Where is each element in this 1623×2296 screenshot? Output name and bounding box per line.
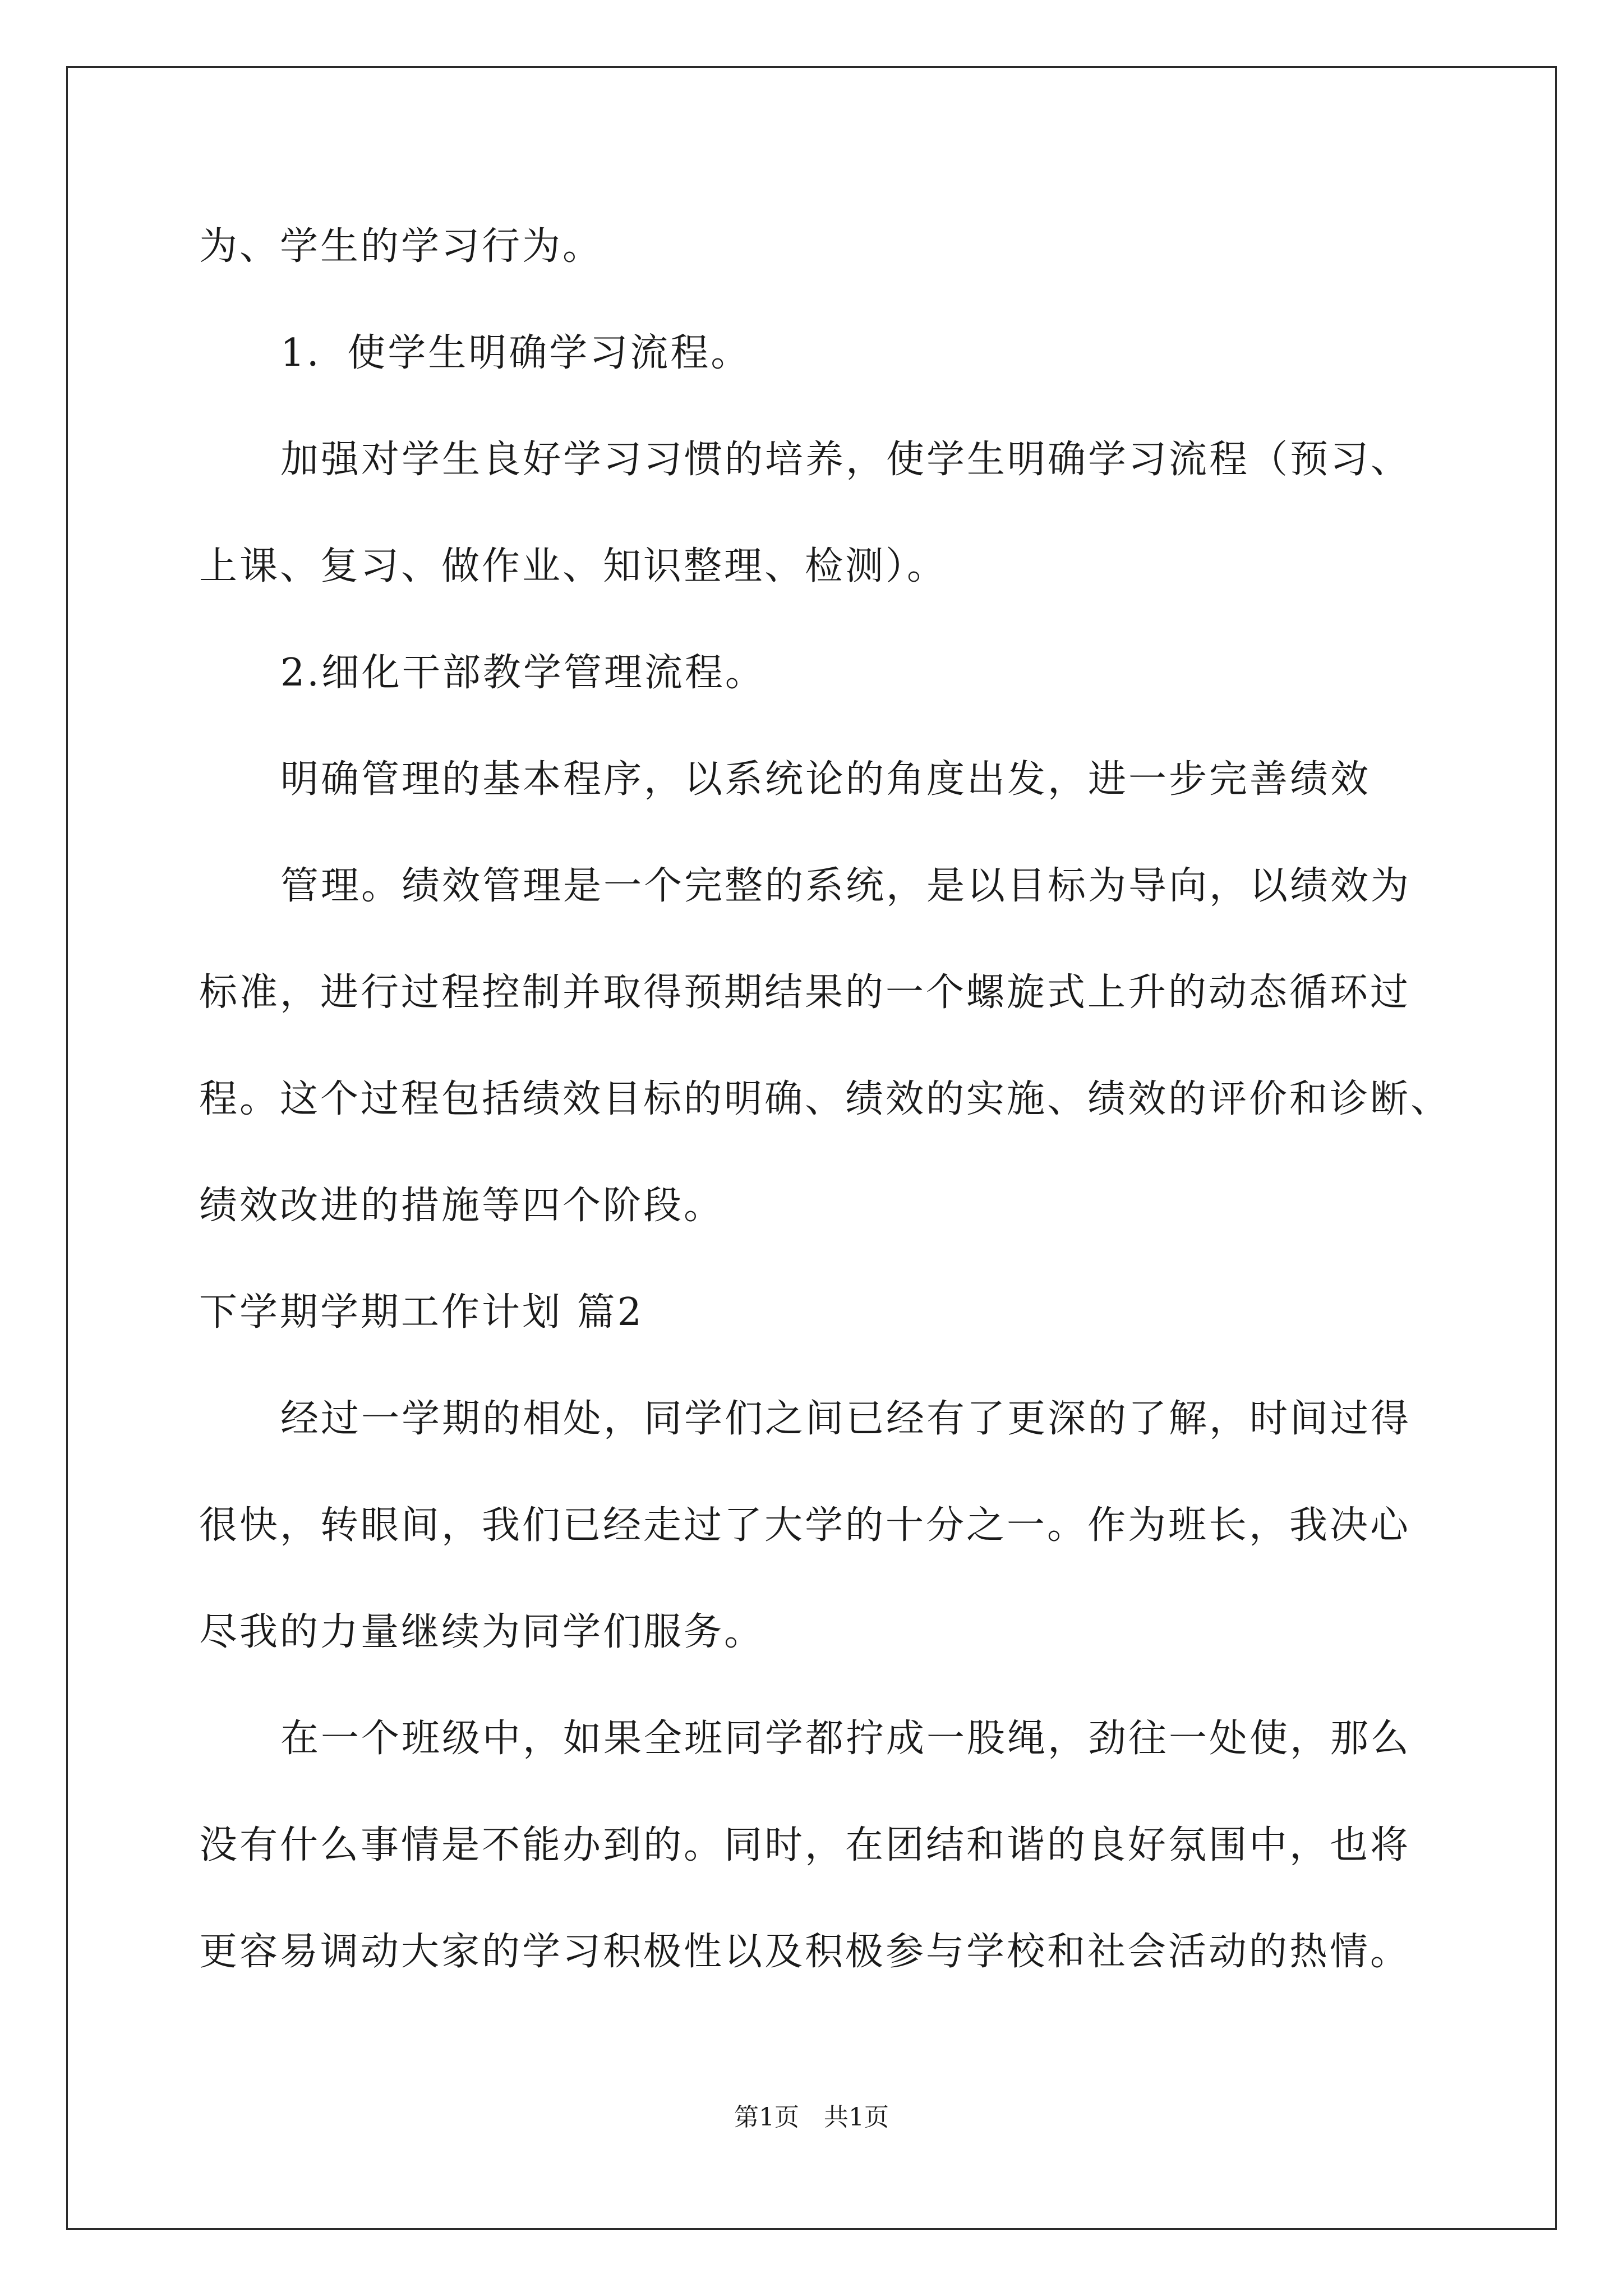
numbered-heading: 1．使学生明确学习流程。 xyxy=(280,331,751,375)
text-line: 明确管理的基本程序，以系统论的角度出发，进一步完善绩效 xyxy=(280,757,1371,802)
page-number-footer: 第1页 共1页 xyxy=(734,2103,889,2132)
text-line: 尽我的力量继续为同学们服务。 xyxy=(199,1610,765,1654)
text-line: 管理。绩效管理是一个完整的系统，是以目标为导向，以绩效为 xyxy=(280,864,1412,908)
text-line: 上课、复习、做作业、知识整理、检测）。 xyxy=(199,544,948,588)
text-line: 加强对学生良好学习习惯的培养，使学生明确学习流程（预习、 xyxy=(280,438,1412,482)
text-line: 程。这个过程包括绩效目标的明确、绩效的实施、绩效的评价和诊断、 xyxy=(199,1077,1451,1121)
text-line: 标准，进行过程控制并取得预期结果的一个螺旋式上升的动态循环过 xyxy=(199,970,1411,1015)
text-line: 绩效改进的措施等四个阶段。 xyxy=(199,1184,725,1228)
text-line: 很快，转眼间，我们已经走过了大学的十分之一。作为班长，我决心 xyxy=(199,1503,1411,1548)
text-line: 经过一学期的相处，同学们之间已经有了更深的了解，时间过得 xyxy=(280,1397,1412,1441)
text-line: 在一个班级中，如果全班同学都拧成一股绳，劲往一处使，那么 xyxy=(280,1717,1412,1761)
page-border xyxy=(66,66,1557,2230)
text-line: 更容易调动大家的学习积极性以及积极参与学校和社会活动的热情。 xyxy=(199,1930,1411,1974)
text-line: 为、学生的学习行为。 xyxy=(199,224,603,269)
text-line: 没有什么事情是不能办到的。同时，在团结和谐的良好氛围中，也将 xyxy=(199,1823,1411,1867)
section-title: 下学期学期工作计划 篇2 xyxy=(199,1290,644,1335)
numbered-heading: 2.细化干部教学管理流程。 xyxy=(280,651,766,695)
